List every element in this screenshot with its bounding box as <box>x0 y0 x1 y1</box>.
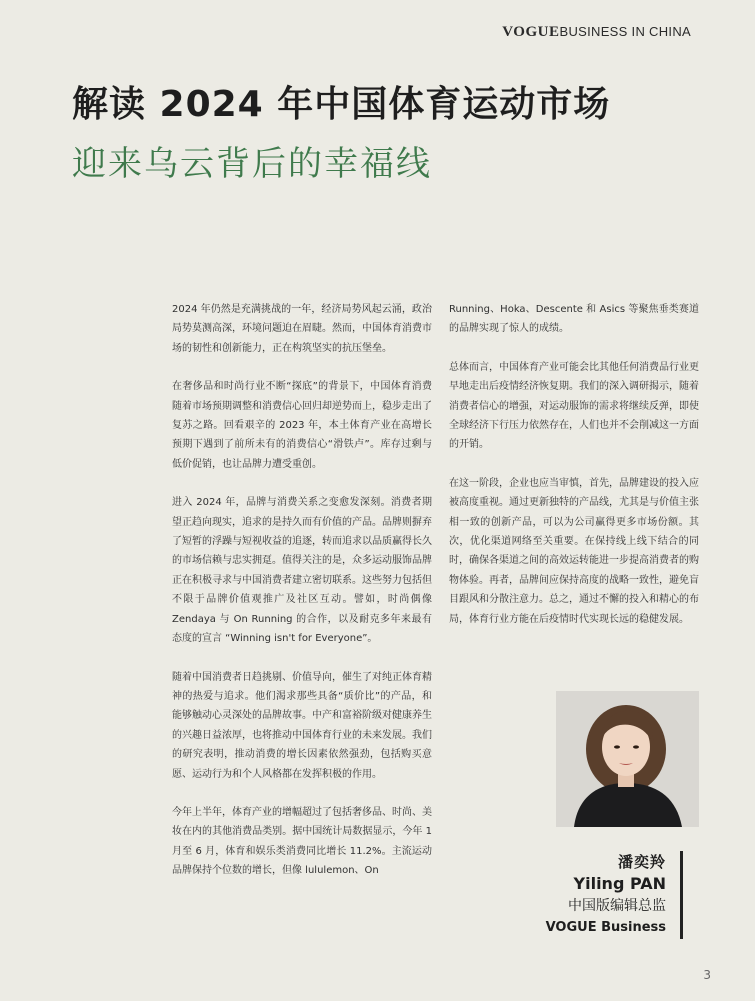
author-name-cn: 潘奕羚 <box>617 853 666 871</box>
paragraph: Running、Hoka、Descente 和 Asics 等聚焦垂类赛道的品牌实现了惊人的成绩。 <box>449 304 699 335</box>
article-title: 解读 2024 年中国体育运动市场 <box>72 84 611 125</box>
paragraph: 随着中国消费者日趋挑剔、价值导向，催生了对纯正体育精神的热爱与追求。他们渴求那些具备“质价比”的产品，和能够触动心灵深处的品牌故事。中产和富裕阶级对健康养生的兴趣日益浓厚，也将推动中国体育行业的未来发展。我们的研究表明，推动消费的增长因素依然强劲，包括购买意愿、运动行为和个人风格都在发挥积极的作用。 <box>172 671 432 780</box>
brand-rest: BUSINESS IN CHINA <box>559 24 691 39</box>
author-portrait <box>556 691 699 827</box>
author-signature <box>466 851 683 939</box>
paragraph: 总体而言，中国体育产业可能会比其他任何消费品行业更早地走出后疫情经济恢复期。我们的深入调研揭示，随着消费者信心的增强，对运动服饰的需求将继续反弹，即使全球经济下行压力依然存在，人们也并不会削减这一方面的开销。 <box>449 361 699 451</box>
brand-masthead <box>502 24 691 41</box>
author-name-en: Yiling PAN <box>573 874 666 893</box>
paragraph: 今年上半年，体育产业的增幅超过了包括奢侈品、时尚、美妆在内的其他消费品类别。据中国统计局数据显示，今年 1 月至 6 月，体育和娱乐类消费同比增长 11.2%。主流运动品牌保持个位数的增长，但像 lululemon、On <box>172 806 432 877</box>
paragraph: 在奢侈品和时尚行业不断“探底”的背景下，中国体育消费随着市场预期调整和消费信心回归却逆势而上，稳步走出了复苏之路。回看艰辛的 2023 年，本土体育产业在高增长预期下遇到了前所未有的消费信心“滑铁卢”。库存过剩与低价促销，也让品牌力遭受重创。 <box>172 381 432 470</box>
page-number: 3 <box>703 968 711 982</box>
article-subtitle: 迎来乌云背后的幸福线 <box>72 144 432 184</box>
body-column-right <box>449 300 699 648</box>
author-role: 中国版编辑总监 <box>568 898 666 914</box>
paragraph: 在这一阶段，企业也应当审慎，首先，品牌建设的投入应被高度重视。通过更新独特的产品线，尤其是与价值主张相一致的创新产品，可以为公司赢得更多市场份额。其次，优化渠道网络至关重要。在保持线上线下结合的同时，确保各渠道之间的高效运转能进一步提高消费者的购物体验。再者，品牌间应保持高度的战略一致性，避免盲目跟风和分散注意力。总之，通过不懈的投入和精心的布局，体育行业方能在后疫情时代实现长远的稳健发展。 <box>449 477 699 625</box>
paragraph: 2024 年仍然是充满挑战的一年，经济局势风起云涌，政治局势莫测高深，环境问题迫在眉睫。然而，中国体育消费市场的韧性和创新能力，正在构筑坚实的抗压堡垒。 <box>172 304 432 354</box>
portrait-illustration <box>556 691 699 827</box>
paragraph: 进入 2024 年，品牌与消费关系之变愈发深刻。消费者期望正趋向现实，追求的是持久而有价值的产品。品牌则摒弃了短暂的浮躁与短视收益的追逐，转而追求以品质赢得长久的市场信赖与忠实拥趸。值得关注的是，众多运动服饰品牌正在积极寻求与中国消费者建立密切联系。这些努力包括但不限于品牌价值观推广及社区互动。譬如，时尚偶像 Zendaya 与 On Running 的合作，以及耐克多年来最有态度的宣言 “Winning isn't for Everyone”。 <box>172 497 432 645</box>
brand-vogue: VOGUE <box>502 24 560 40</box>
body-column-left <box>172 300 432 900</box>
author-publication: VOGUE Business <box>545 920 666 935</box>
